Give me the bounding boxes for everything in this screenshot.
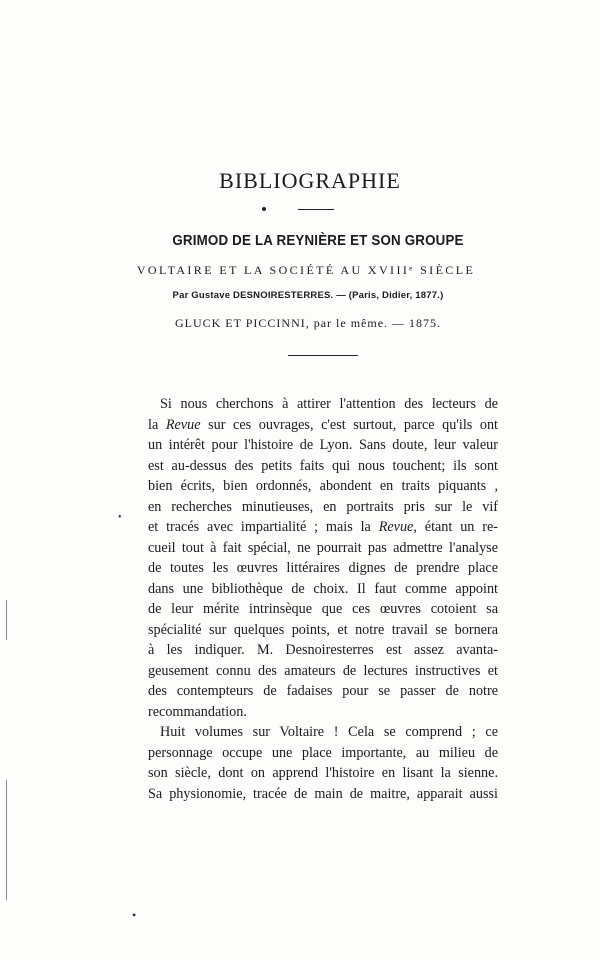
scan-edge-line: [6, 600, 7, 640]
text-line: de leur mérite intrinsèque que ces œuvres cotoient sa: [148, 601, 498, 617]
scan-edge-line: [6, 780, 7, 900]
text-line: son siècle, dont on apprend l'histoire en lisant la sienne.: [148, 765, 498, 781]
ornament-line: [298, 209, 334, 210]
text-line: Huit volumes sur Voltaire ! Cela se comprend ; ce: [160, 724, 498, 740]
text-line: la Revue sur ces ouvrages, c'est surtout, parce qu'ils ont: [148, 416, 498, 433]
text-line: bien écrits, bien ordonnés, abondent en traits piquants ,: [148, 478, 498, 494]
ornament-dot: [262, 207, 266, 211]
text-line: cueil tout à fait spécial, ne pourrait pas admettre l'analyse: [148, 539, 498, 556]
text-line: recommandation.: [148, 703, 247, 720]
text-line: de toutes les œuvres littéraires dignes de prendre place: [148, 560, 498, 576]
text-line: Si nous cherchons à attirer l'attention des lecteurs de: [160, 396, 498, 412]
text-line: spécialité sur quelques points, et notre travail se bornera: [148, 621, 498, 638]
text-line: geusement connu des amateurs de lectures instructives et: [148, 662, 498, 679]
text-line: est au-dessus des petits faits qui nous touchent; ils sont: [148, 457, 498, 474]
text-line: un intérêt pour l'histoire de Lyon. Sans doute, leur valeur: [148, 437, 498, 453]
work-title: VOLTAIRE ET LA SOCIÉTÉ AU XVIIIᵉ SIÈCLE: [136, 263, 476, 277]
text-line: et tracés avec impartialité ; mais la Revue, étant un re-: [148, 519, 498, 535]
title-ornament: [262, 204, 372, 216]
text-line: personnage occupe une place importante, au milieu de: [148, 744, 498, 761]
body-text: [148, 394, 498, 804]
text-line: des contempteurs de fadaises pour se passer de notre: [148, 683, 498, 699]
author-line: Par Gustave DESNOIRESTERRES. — (Paris, Didier, 1877.): [172, 290, 444, 301]
second-work-line: GLUCK ET PICCINNI, par le même. — 1875.: [174, 316, 442, 330]
subtitle: GRIMOD DE LA REYNIÈRE ET SON GROUPE: [172, 233, 464, 249]
text-line: en recherches minutieuses, en portraits pris sur le vif: [148, 498, 498, 515]
section-title: BIBLIOGRAPHIE: [219, 168, 401, 193]
margin-speck: •: [132, 908, 137, 922]
separator-rule: [288, 355, 358, 356]
text-line: dans une bibliothèque de choix. Il faut comme appoint: [148, 580, 498, 597]
margin-speck: •: [118, 512, 122, 523]
text-line: à les indiquer. M. Desnoiresterres est assez avanta-: [148, 642, 498, 658]
text-line: Sa physionomie, tracée de main de maitre, apparait aussi: [148, 785, 498, 802]
